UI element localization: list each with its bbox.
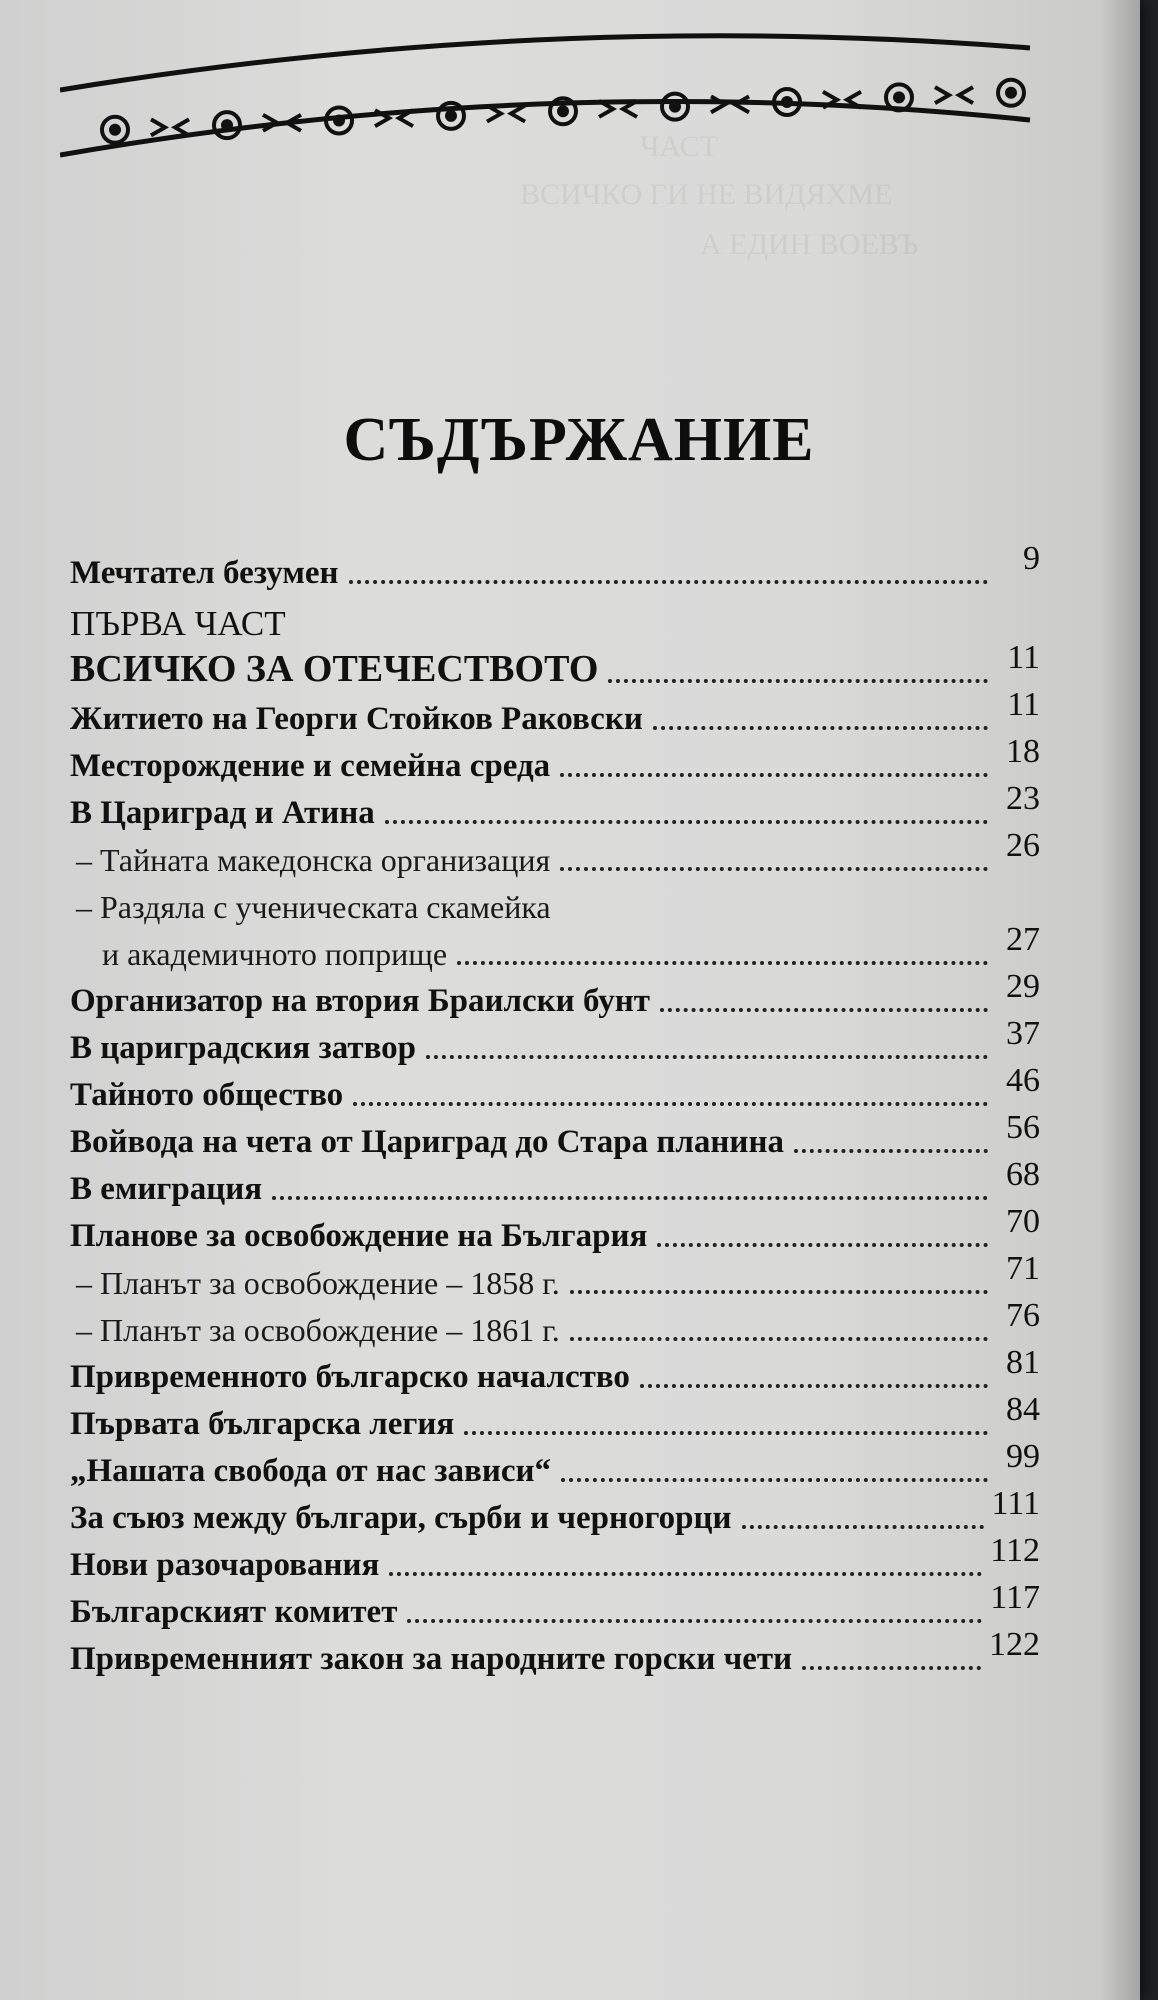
dot-leader [570,1337,988,1341]
toc-entry-title: и академичното поприще [102,936,448,972]
dot-leader [794,1149,988,1153]
toc-page-number: 18 [1006,733,1040,770]
toc-page-number: 81 [1006,1344,1040,1381]
toc-entry-title: Нови разочарования [70,1547,380,1583]
toc-page-number: 117 [990,1579,1040,1616]
ornament-dot [669,101,681,113]
toc-entry-title: В Цариград и Атина [70,795,375,831]
toc-entry-title: Планове за освобождение на България [70,1218,648,1254]
ornament-dot [893,91,905,103]
toc-entry-title: Житието на Георги Стойков Раковски [70,701,643,737]
dot-leader [457,961,988,965]
toc-entry [70,1532,1040,1584]
toc-entry-title: Първата българска легия [70,1406,455,1442]
toc-entry [70,1062,1040,1114]
part-heading: ПЪРВА ЧАСТ [70,604,286,643]
toc-page-number: 9 [1023,540,1040,577]
toc-entry-title: – Планът за освобождение – 1858 г. [76,1265,560,1301]
toc-entry-title: Месторождение и семейна среда [70,748,551,784]
dot-leader [389,1572,982,1576]
toc-entry-title: Организатор на втория Браилски бунт [70,983,650,1019]
page-edge-shadow [1100,0,1140,2000]
dot-leader [353,1102,988,1106]
toc-entry [70,1579,1040,1631]
toc-page-number: 84 [1006,1391,1040,1428]
toc-page-number: 27 [1006,921,1040,958]
toc-page-number: 23 [1006,780,1040,817]
ornament-arrow [151,119,189,135]
ornament-dot [557,105,569,117]
dot-leader [653,726,988,730]
dot-leader [608,679,988,683]
toc-entry-title: „Нашата свобода от нас зависи“ [70,1453,552,1489]
bleed-through-text: ВСИЧКО ГИ НЕ ВИДЯХМЕ [520,178,893,211]
toc-entry [70,1109,1040,1161]
dot-leader [464,1431,988,1435]
toc-entry [70,540,1040,592]
toc-entry-title: Привременният закон за народните горски чети [70,1641,793,1677]
toc-entry-title: Българският комитет [70,1594,398,1630]
toc-entry [70,1156,1040,1208]
toc-page-number: 56 [1006,1109,1040,1146]
toc-entry [70,1344,1040,1396]
toc-entry [70,780,1040,832]
ornament-arrow [935,87,973,103]
toc-page-number: 11 [1007,639,1040,676]
page-title: СЪДЪРЖАНИЕ [343,406,815,474]
ornament-border [60,20,1040,180]
toc-entry [70,921,1040,973]
toc-entry [70,1391,1040,1443]
toc-entry-title: Тайното общество [70,1077,344,1113]
toc-entry [70,827,1040,879]
toc-page-number: 37 [1006,1015,1040,1052]
toc-page-number: 76 [1006,1297,1040,1334]
toc-entry [70,1203,1040,1255]
toc-entry [70,1250,1040,1302]
ornament-dot [1005,87,1017,99]
toc-entry-title: – Раздяла с ученическата скамейка [76,889,551,925]
toc-entry-title: В емиграция [70,1171,263,1207]
dot-leader [407,1619,982,1623]
ornament-dot [333,114,345,126]
table-of-contents [70,540,1040,1678]
toc-page-number: 11 [1007,686,1040,723]
toc-entry-title: За съюз между българи, сърби и черногорци [70,1500,732,1536]
dot-leader [561,1478,988,1482]
dot-leader [640,1384,988,1388]
toc-page-number: 26 [1006,827,1040,864]
toc-entry-title: Мечтател безумен [70,555,339,591]
bleed-through-text: ЧАСТ [640,130,719,163]
toc-page-number: 29 [1006,968,1040,1005]
toc-page-number: 71 [1006,1250,1040,1287]
toc-entry [70,733,1040,785]
toc-page-number: 122 [989,1626,1040,1663]
toc-entry-title: Войвода на чета от Цариград до Стара планина [70,1124,784,1160]
ornament-dot [221,119,233,131]
toc-entry [70,1626,1040,1678]
toc-entry [70,879,1040,926]
toc-page-number: 99 [1006,1438,1040,1475]
toc-entry [70,1485,1040,1537]
toc-page-number: 68 [1006,1156,1040,1193]
dot-leader [349,580,988,584]
toc-page-number: 46 [1006,1062,1040,1099]
toc-entry-title: – Тайната македонска организация [76,842,551,878]
dot-leader [560,867,988,871]
toc-entry [70,639,1040,691]
toc-page-number: 112 [990,1532,1040,1569]
dot-leader [426,1055,988,1059]
dot-leader [560,773,988,777]
toc-entry [70,968,1040,1020]
bleed-through-text: А ЕДИН ВОЕВЪ [700,228,919,261]
dot-leader [272,1196,988,1200]
toc-entry-title: – Планът за освобождение – 1861 г. [76,1312,560,1348]
dot-leader [660,1008,988,1012]
toc-page-number: 70 [1006,1203,1040,1240]
ornament-dot [781,96,793,108]
dot-leader [802,1666,981,1670]
ornament-dot [445,110,457,122]
toc-entry [70,1438,1040,1490]
toc-entry [70,1297,1040,1349]
dot-leader [570,1290,988,1294]
toc-entry-title: ВСИЧКО ЗА ОТЕЧЕСТВОТО [70,648,599,690]
dot-leader [657,1243,988,1247]
dot-leader [385,820,988,824]
toc-entry-title: Привременното българско началство [70,1359,630,1395]
toc-entry [70,686,1040,738]
toc-page-number: 111 [991,1485,1040,1522]
toc-entry [70,1015,1040,1067]
dot-leader [742,1525,984,1529]
ornament-dot [109,124,121,136]
toc-entry-title: В цариградския затвор [70,1030,417,1066]
